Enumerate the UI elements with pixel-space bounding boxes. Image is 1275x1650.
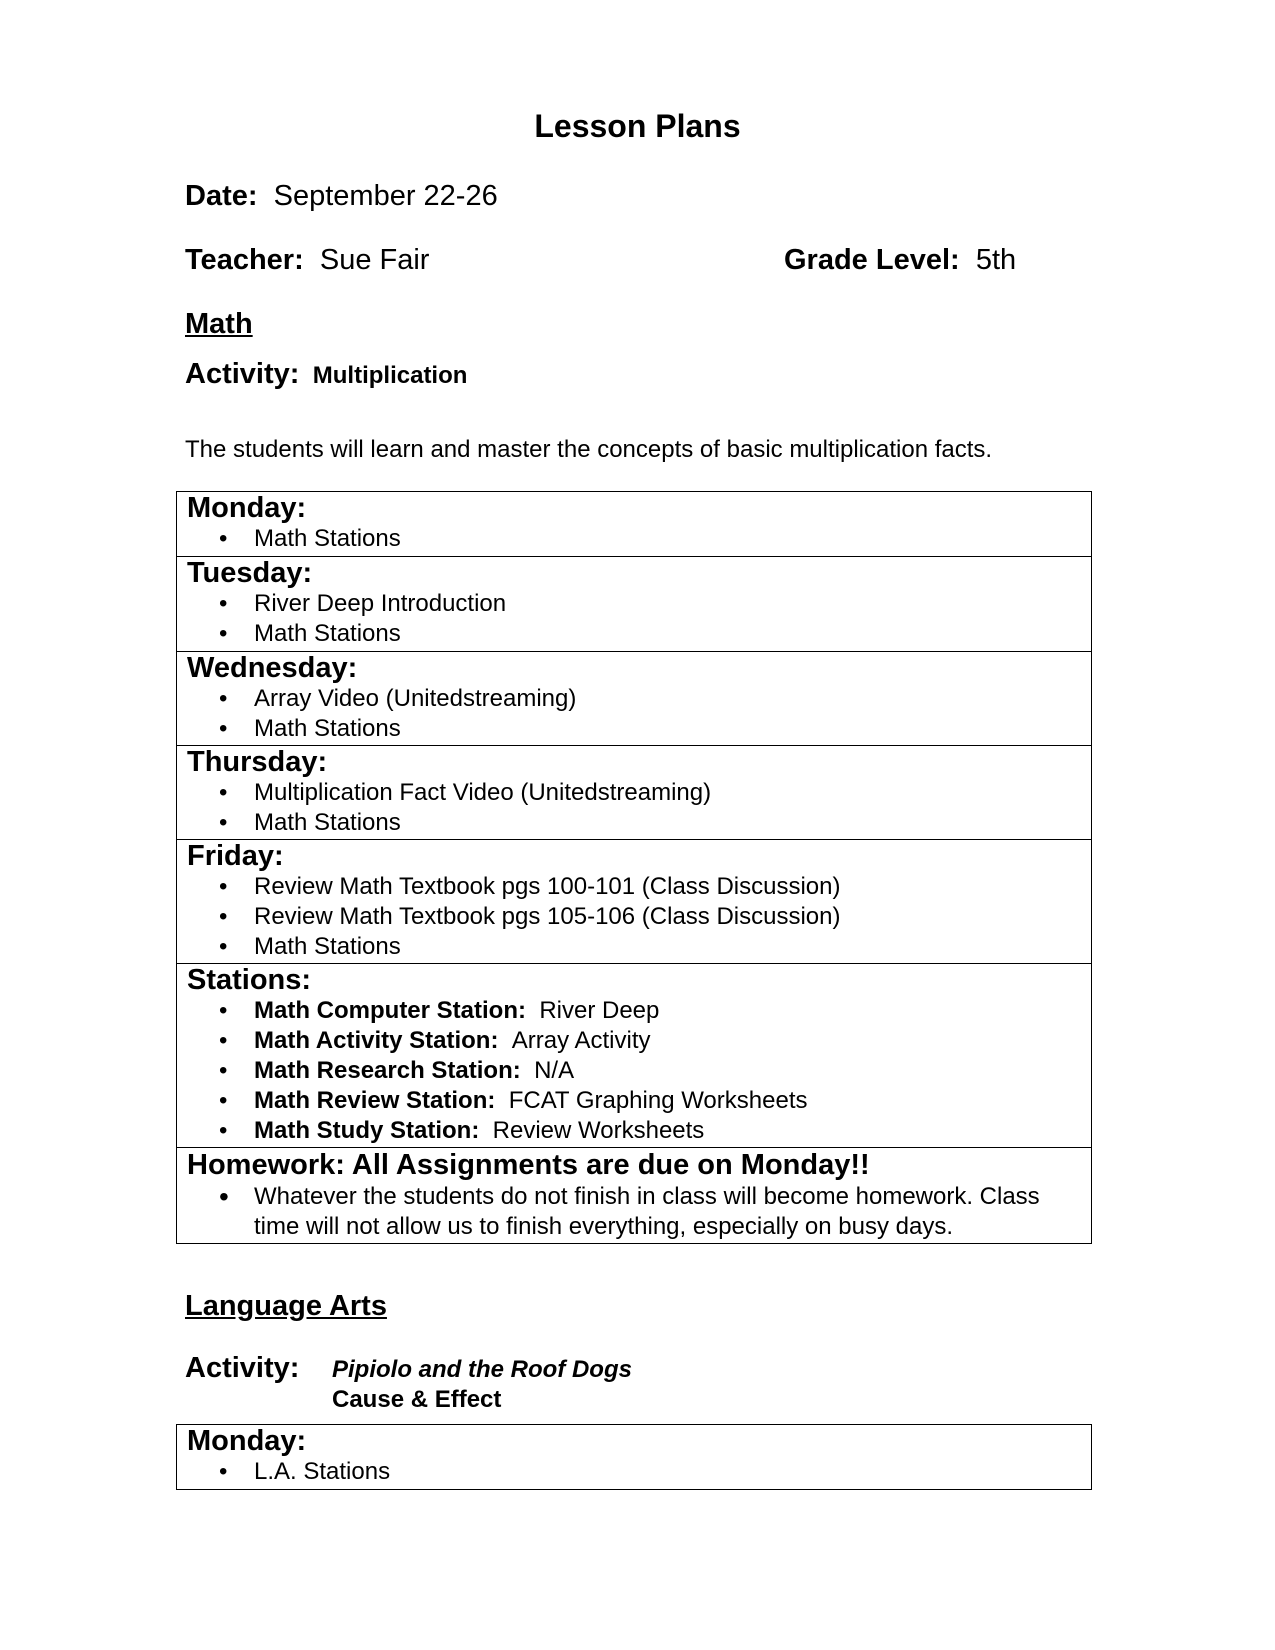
schedule-cell-monday	[177, 492, 1091, 556]
homework-text: Whatever the students do not finish in class will become homework. Class time will not allow us to finish everything, especially on busy days.	[254, 1183, 1040, 1240]
math-description: The students will learn and master the concepts of basic multiplication facts.	[185, 436, 993, 463]
bullet-icon: •	[219, 715, 228, 742]
schedule-cell-tuesday	[177, 556, 1091, 651]
math-activity-label: Activity:	[185, 358, 300, 390]
bullet-icon: •	[219, 1117, 228, 1144]
list-item: • Math Stations	[219, 933, 401, 960]
day-label: Monday:	[187, 1425, 307, 1457]
schedule-cell-thursday	[177, 745, 1091, 839]
la-schedule-table	[176, 1424, 1092, 1490]
day-label: Monday:	[187, 492, 307, 524]
grade-label: Grade Level:	[784, 244, 960, 276]
math-activity-value: Multiplication	[312, 362, 468, 389]
bullet-icon: •	[219, 685, 228, 712]
bullet-icon: •	[219, 620, 228, 647]
list-item: • Math Review Station: FCAT Graphing Worksheets	[219, 1087, 808, 1114]
bullet-icon: •	[219, 933, 228, 960]
la-activity-label: Activity:	[185, 1352, 300, 1384]
bullet-icon: •	[219, 1181, 229, 1212]
schedule-cell-wednesday	[177, 651, 1091, 745]
la-activity-subtitle: Cause & Effect	[332, 1386, 502, 1413]
math-schedule-table	[176, 491, 1092, 1244]
bullet-icon: •	[219, 997, 228, 1024]
list-item: • L.A. Stations	[219, 1458, 391, 1485]
bullet-icon: •	[219, 1087, 228, 1114]
schedule-cell-homework	[177, 1147, 1091, 1243]
list-item: • River Deep Introduction	[219, 590, 507, 617]
list-item: • Math Stations	[219, 525, 401, 552]
list-item: • Math Stations	[219, 620, 401, 647]
day-label: Tuesday:	[187, 557, 313, 589]
bullet-icon: •	[219, 525, 228, 552]
date-value: September 22-26	[273, 180, 498, 212]
math-activity-line	[185, 358, 467, 391]
list-item	[187, 1182, 1081, 1242]
day-label: Thursday:	[187, 746, 328, 778]
bullet-icon: •	[219, 590, 228, 617]
day-label: Friday:	[187, 840, 284, 872]
bullet-icon: •	[219, 809, 228, 836]
bullet-icon: •	[219, 903, 228, 930]
bullet-icon: •	[219, 1027, 228, 1054]
schedule-cell-stations	[177, 963, 1091, 1147]
math-section-heading: Math	[185, 308, 253, 340]
date-label: Date:	[185, 180, 258, 212]
schedule-cell-friday	[177, 839, 1091, 963]
list-item: • Math Stations	[219, 809, 401, 836]
list-item: • Math Activity Station: Array Activity	[219, 1027, 651, 1054]
list-item: • Array Video (Unitedstreaming)	[219, 685, 577, 712]
date-line	[185, 180, 498, 213]
teacher-line	[185, 244, 429, 277]
list-item: • Math Stations	[219, 715, 401, 742]
la-activity-title: Pipiolo and the Roof Dogs	[332, 1356, 632, 1383]
stations-heading: Stations:	[187, 964, 312, 996]
grade-line	[784, 244, 1016, 277]
day-label: Wednesday:	[187, 652, 358, 684]
list-item: • Review Math Textbook pgs 100-101 (Class Discussion)	[219, 873, 841, 900]
bullet-icon: •	[219, 779, 228, 806]
grade-value: 5th	[975, 244, 1017, 276]
bullet-icon: •	[219, 873, 228, 900]
list-item: • Review Math Textbook pgs 105-106 (Class Discussion)	[219, 903, 841, 930]
schedule-cell-monday	[177, 1425, 1091, 1489]
list-item: • Math Study Station: Review Worksheets	[219, 1117, 705, 1144]
language-arts-section-heading: Language Arts	[185, 1290, 387, 1322]
list-item: • Math Research Station: N/A	[219, 1057, 575, 1084]
teacher-label: Teacher:	[185, 244, 304, 276]
list-item: • Multiplication Fact Video (Unitedstreaming)	[219, 779, 712, 806]
bullet-icon: •	[219, 1057, 228, 1084]
teacher-value: Sue Fair	[319, 244, 430, 276]
page-title: Lesson Plans	[534, 108, 741, 144]
bullet-icon: •	[219, 1458, 228, 1485]
homework-heading: Homework: All Assignments are due on Monday!!	[187, 1149, 870, 1181]
list-item: • Math Computer Station: River Deep	[219, 997, 660, 1024]
